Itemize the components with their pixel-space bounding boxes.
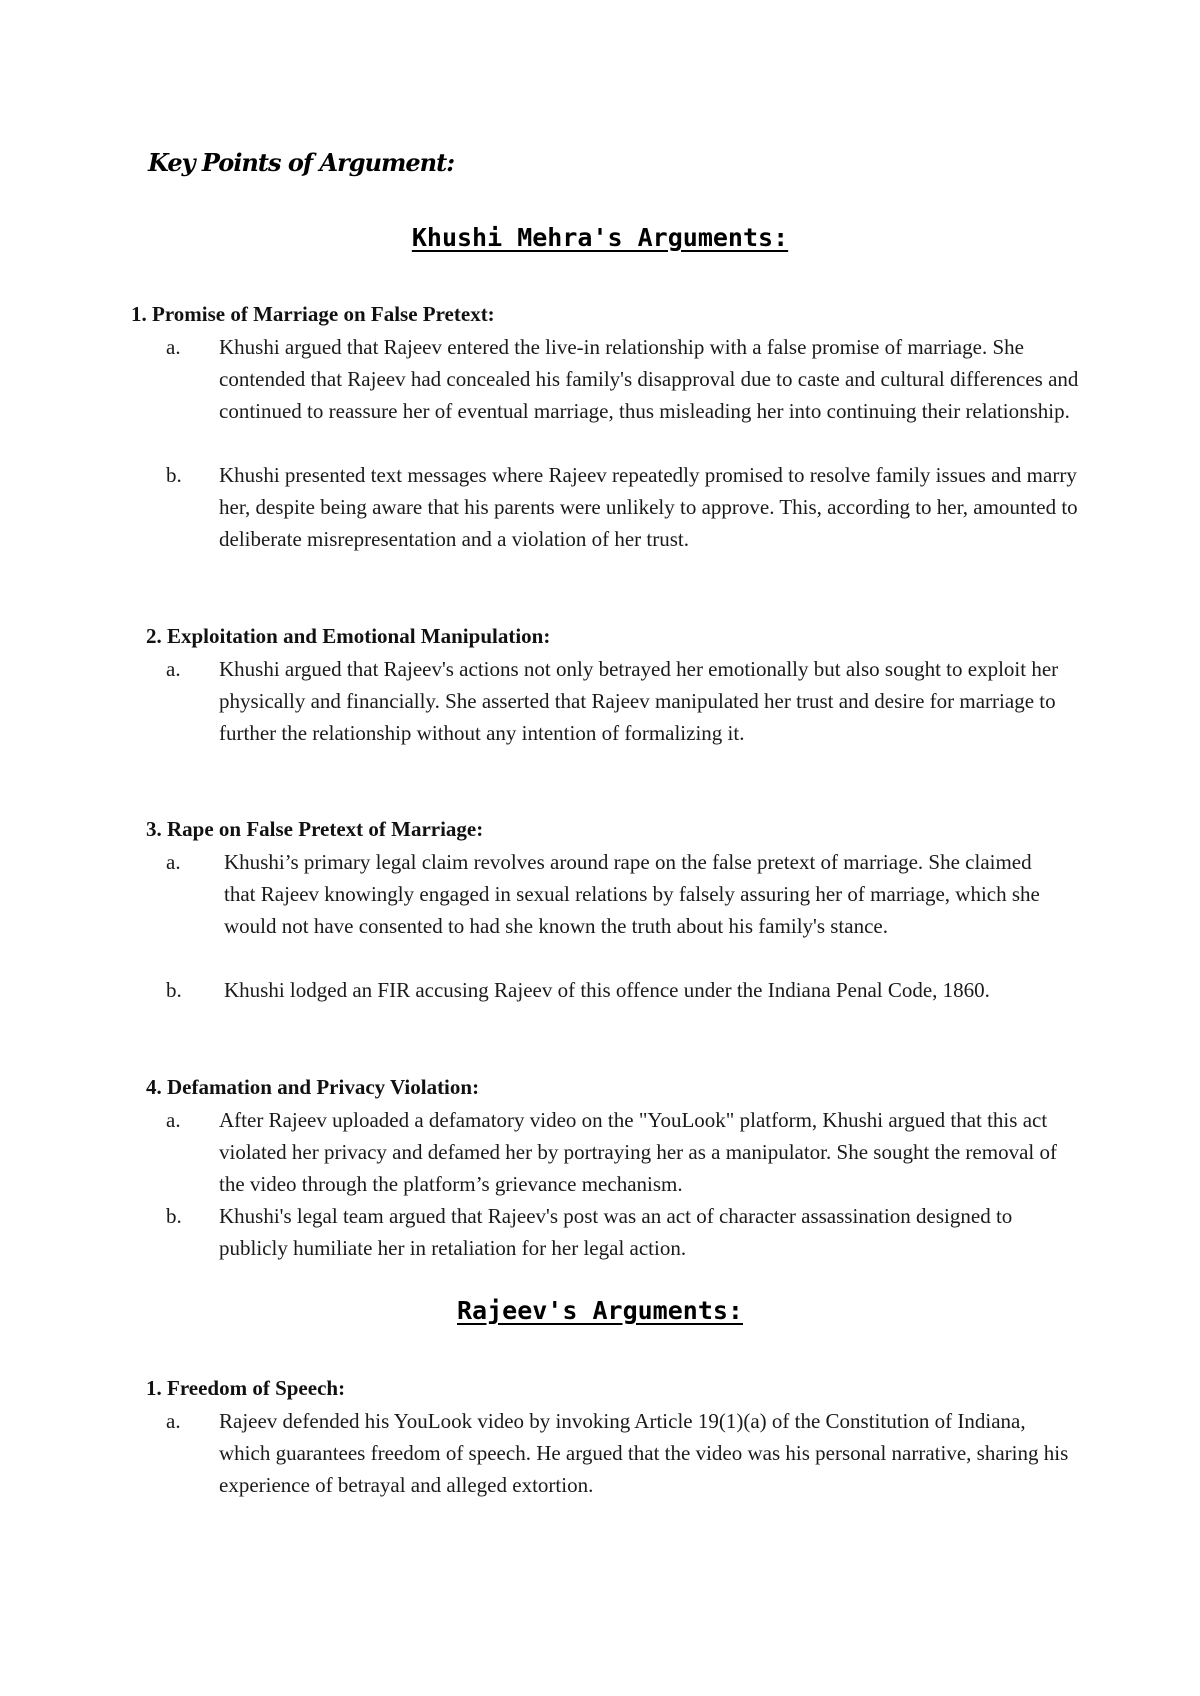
document-heading: Key Points of Argument: — [148, 148, 455, 177]
item-marker: a. — [166, 335, 181, 359]
item-marker: b. — [166, 978, 182, 1002]
point-heading: 2. Exploitation and Emotional Manipulation: — [146, 624, 551, 648]
list-item — [160, 846, 1080, 974]
section-title-rajeev: Rajeev's Arguments: — [457, 1296, 743, 1325]
item-text: Rajeev defended his YouLook video by invoking Article 19(1)(a) of the Constitution of Indiana, which guarantees freedom of speech. He argued that the video was his personal narrative, sharing his experience of betrayal and alleged extortion. — [219, 1409, 1069, 1497]
item-marker: b. — [166, 463, 182, 487]
list-item — [160, 459, 1080, 587]
point-heading: 3. Rape on False Pretext of Marriage: — [146, 817, 484, 841]
point-heading: 4. Defamation and Privacy Violation: — [146, 1075, 480, 1099]
item-text: Khushi argued that Rajeev's actions not only betrayed her emotionally but also sought to exploit her physically and financially. She asserted that Rajeev manipulated her trust and desire for marriage to further the relationship without any intention of formalizing it. — [219, 657, 1059, 745]
section-title-khushi: Khushi Mehra's Arguments: — [411, 223, 789, 252]
list-item — [160, 331, 1080, 459]
point-heading: 1. Promise of Marriage on False Pretext: — [131, 302, 495, 326]
item-marker: a. — [166, 1108, 181, 1132]
list-item — [160, 1200, 1080, 1264]
item-text: Khushi's legal team argued that Rajeev's post was an act of character assassination designed to publicly humiliate her in retaliation for her legal action. — [219, 1204, 1013, 1260]
item-text: Khushi’s primary legal claim revolves around rape on the false pretext of marriage. She claimed that Rajeev knowingly engaged in sexual relations by falsely assuring her of marriage, which she would not have consented to had she known the truth about his family's stance. — [224, 850, 1040, 938]
item-marker: b. — [166, 1204, 182, 1228]
item-text: Khushi lodged an FIR accusing Rajeev of this offence under the Indiana Penal Code, 1860. — [224, 978, 990, 1002]
item-marker: a. — [166, 1409, 181, 1433]
item-text: Khushi argued that Rajeev entered the live-in relationship with a false promise of marriage. She contended that Rajeev had concealed his family's disapproval due to caste and cultural differences and continued to reassure her of eventual marriage, thus misleading her into continuing their relationship. — [219, 335, 1079, 423]
list-item — [160, 1405, 1080, 1501]
item-marker: a. — [166, 850, 181, 874]
item-text: Khushi presented text messages where Rajeev repeatedly promised to resolve family issues and marry her, despite being aware that his parents were unlikely to approve. This, according to her, amounted to deliberate misrepresentation and a violation of her trust. — [219, 463, 1078, 551]
point-heading: 1. Freedom of Speech: — [146, 1376, 346, 1400]
item-text: After Rajeev uploaded a defamatory video on the "YouLook" platform, Khushi argued that this act violated her privacy and defamed her by portraying her as a manipulator. She sought the removal of the video through the platform’s grievance mechanism. — [219, 1108, 1057, 1196]
list-item — [160, 974, 1080, 1038]
list-item — [160, 1104, 1080, 1200]
item-marker: a. — [166, 657, 181, 681]
list-item — [160, 653, 1080, 781]
